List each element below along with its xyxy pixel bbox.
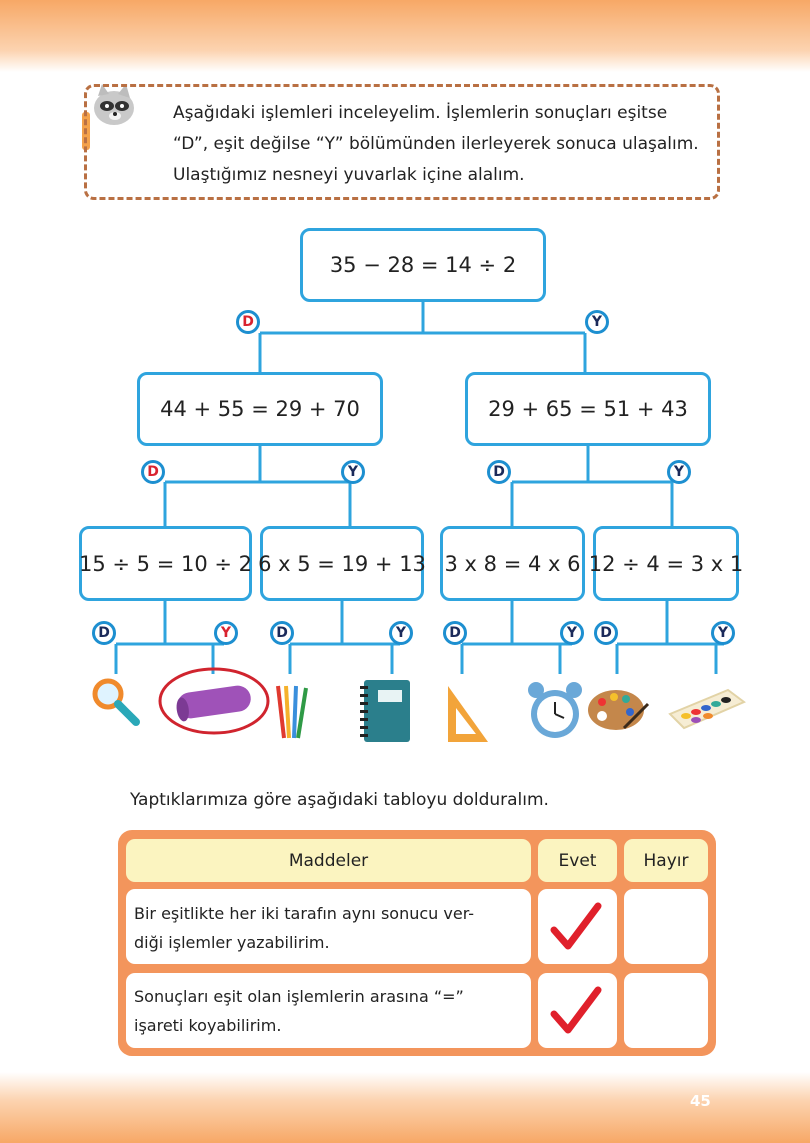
equation-text: 29 + 65 = 51 + 43 <box>488 397 688 421</box>
label-d: D <box>270 621 294 645</box>
label-d: D <box>236 310 260 334</box>
checkmark-icon <box>550 986 602 1036</box>
paint-palette-icon[interactable] <box>586 686 650 734</box>
label-d: D <box>594 621 618 645</box>
label-y: Y <box>214 621 238 645</box>
label-d: D <box>443 621 467 645</box>
equation-level2-left <box>137 372 383 446</box>
instruction-line-2: “D”, eşit değilse “Y” bölümünden ilerleyerek sonuca ulaşalım. <box>173 134 699 154</box>
row-2-line-2: işareti koyabilirim. <box>134 1016 282 1035</box>
label-d: D <box>141 460 165 484</box>
label-y: Y <box>560 621 584 645</box>
label-y: Y <box>585 310 609 334</box>
table-intro-text: Yaptıklarımıza göre aşağıdaki tabloyu dolduralım. <box>130 790 549 810</box>
label-y: Y <box>711 621 735 645</box>
equation-text: 44 + 55 = 29 + 70 <box>160 397 360 421</box>
equation-text: 35 − 28 = 14 ÷ 2 <box>329 253 517 277</box>
header-text: Hayır <box>643 850 689 871</box>
page-number: 45 <box>690 1092 711 1110</box>
row-1-hayir-cell[interactable] <box>624 889 708 964</box>
label-d: D <box>92 621 116 645</box>
header-maddeler <box>126 839 531 882</box>
label-d: D <box>487 460 511 484</box>
instruction-line-3: Ulaştığımız nesneyi yuvarlak içine alalım. <box>173 165 525 185</box>
set-square-icon[interactable] <box>444 684 490 744</box>
equation-root <box>300 228 546 302</box>
label-y: Y <box>341 460 365 484</box>
equation-text: 12 ÷ 4 = 3 x 1 <box>588 551 744 576</box>
bottom-decorative-band <box>0 1072 810 1143</box>
label-y: Y <box>667 460 691 484</box>
equation-level3-4 <box>588 526 744 601</box>
equation-level3-1 <box>79 526 252 601</box>
watercolor-set-icon[interactable] <box>666 684 746 732</box>
row-2-text <box>134 982 529 1040</box>
row-2-line-1: Sonuçları eşit olan işlemlerin arasına “=” <box>134 987 464 1006</box>
row-1-text <box>134 899 529 957</box>
equation-level3-2 <box>260 526 424 601</box>
notebook-icon[interactable] <box>360 678 412 744</box>
colored-pencils-icon[interactable] <box>270 682 314 742</box>
header-hayir <box>624 839 708 882</box>
row-1-line-1: Bir eşitlikte her iki tarafın aynı sonucu ver- <box>134 904 475 923</box>
label-y: Y <box>389 621 413 645</box>
alarm-clock-icon[interactable] <box>526 680 584 744</box>
equation-text: 6 x 5 = 19 + 13 <box>258 551 426 576</box>
pencil-case-icon[interactable] <box>157 665 271 737</box>
equation-text: 3 x 8 = 4 x 6 <box>444 551 581 576</box>
equation-level3-3 <box>440 526 585 601</box>
header-text: Maddeler <box>288 850 369 871</box>
header-text: Evet <box>558 850 597 871</box>
magnifier-icon[interactable] <box>88 676 144 728</box>
header-evet <box>538 839 617 882</box>
checkmark-icon <box>550 902 602 952</box>
row-1-line-2: diği işlemler yazabilirim. <box>134 933 330 952</box>
equation-text: 15 ÷ 5 = 10 ÷ 2 <box>79 551 253 576</box>
equation-level2-right <box>465 372 711 446</box>
instruction-line-1: Aşağıdaki işlemleri inceleyelim. İşlemlerin sonuçları eşitse <box>173 103 668 123</box>
row-2-hayir-cell[interactable] <box>624 973 708 1048</box>
